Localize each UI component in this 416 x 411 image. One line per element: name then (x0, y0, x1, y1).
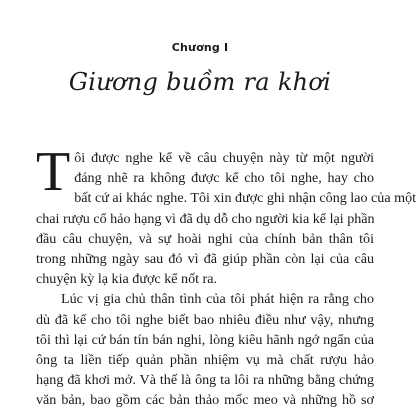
text-line: đáng nhẽ ra không được kể cho tôi nghe, hay cho (74, 170, 374, 187)
text-line: Lúc vị gia chủ thân tình của tôi phát hiện ra rằng cho (61, 291, 374, 308)
text-line: đầu câu chuyện, và sự hoài nghi của chính bản thân tôi (36, 230, 374, 247)
text-line: trong những ngày sau đó vì đã giúp phần còn lại của câu (36, 251, 374, 268)
text-line: hạng đã khơi mở. Và thế là ông ta lôi ra những bằng chứng (36, 372, 374, 389)
text-line: bất cứ ai khác nghe. Tôi xin được ghi nhận công lao của một (74, 190, 416, 207)
drop-cap: T (36, 141, 71, 203)
chapter-number: Chương I (171, 41, 229, 54)
body-text (36, 141, 416, 411)
chapter-title: Giương buồm ra khơi (68, 68, 332, 96)
text-line: ông ta liền tiếp quản phần nhiệm vụ mà chất rượu hảo (36, 352, 374, 369)
text-line: chuyện kỳ lạ kia được kể nốt ra. (36, 271, 218, 288)
text-line: dù đã kể cho tôi nghe biết bao nhiêu điều như vậy, nhưng (36, 311, 374, 328)
text-line: tôi thì lại cứ bán tín bán nghi, lòng kiêu hãnh ngớ ngẩn của (36, 331, 374, 348)
text-line: ôi được nghe kể về câu chuyện này từ một người (74, 150, 374, 166)
paragraph-1 (36, 141, 416, 289)
text-line: văn bản, bao gồm các bản thảo mốc meo và những hồ sơ (36, 392, 374, 409)
text-line: chai rượu cổ hảo hạng vì đã dụ dỗ cho người kia kể lại phần (36, 210, 375, 227)
paragraph-2 (36, 289, 374, 410)
